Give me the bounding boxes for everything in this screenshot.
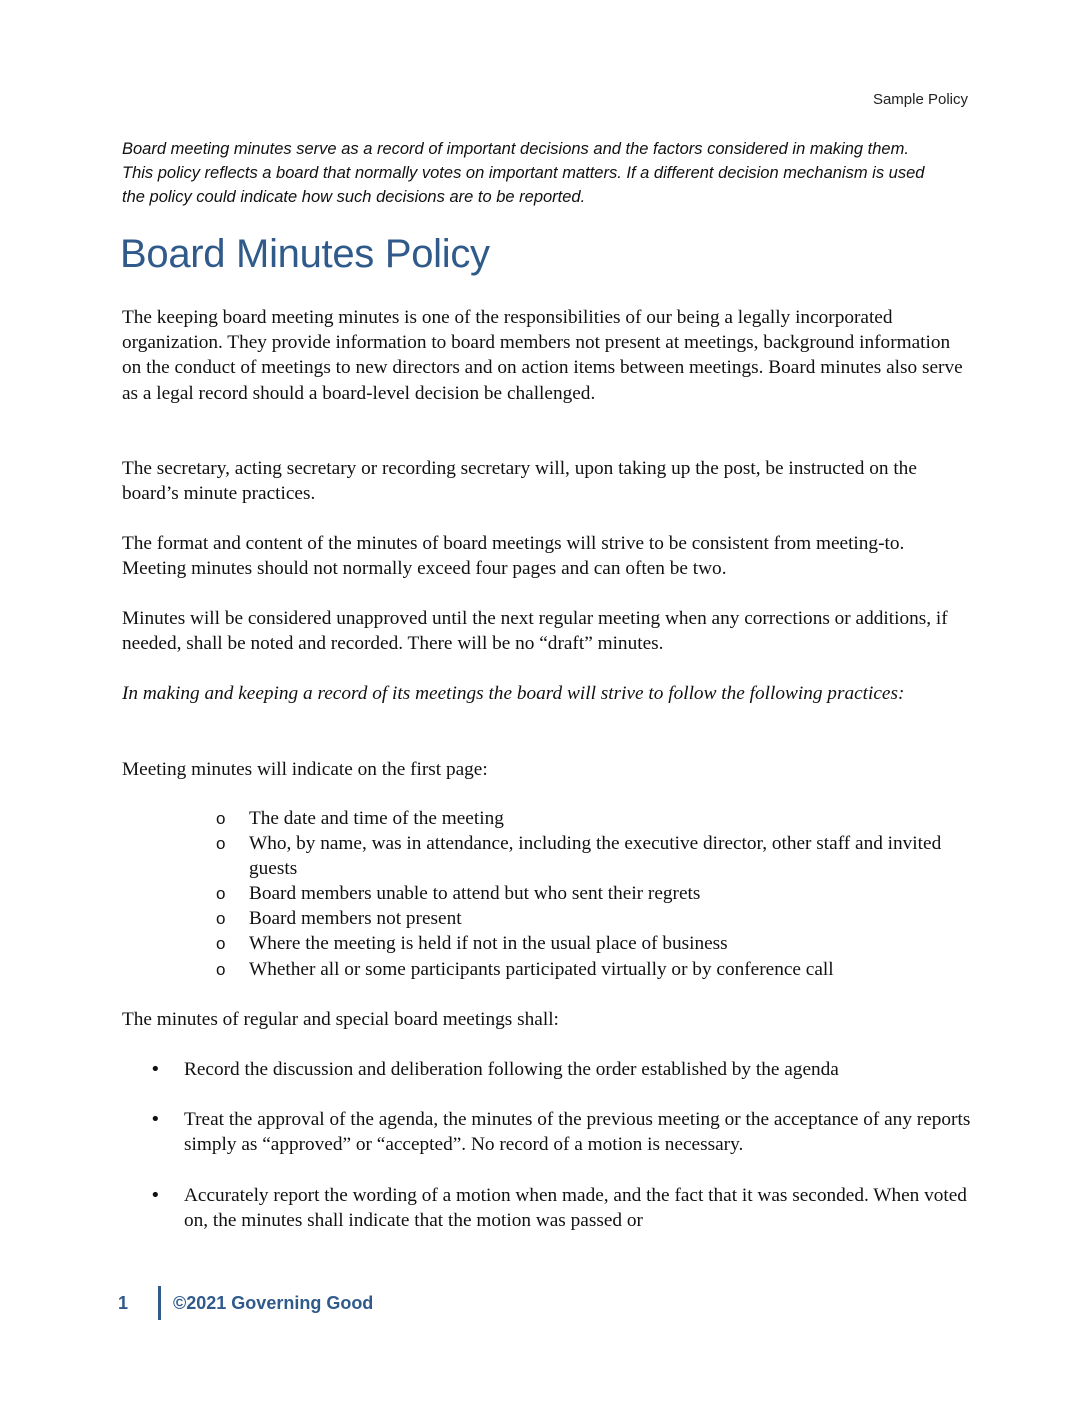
- intro-note: Board meeting minutes serve as a record of important decisions and the factors considered in making them. This policy reflects a board that normally votes on important matters. If a different decision mechanism is used the policy could indicate how such decisions are to be reported.: [122, 140, 925, 206]
- list-item-text: Board members not present: [249, 908, 462, 930]
- page-number: 1: [118, 1292, 129, 1313]
- list-item: [216, 806, 976, 831]
- list-item: [216, 831, 976, 881]
- paragraph-format: The format and content of the minutes of board meetings will strive to be consistent from meeting-to. Meeting minutes should not normally exceed four pages and can often be two.: [122, 533, 905, 580]
- paragraph-practices-intro: In making and keeping a record of its meetings the board will strive to follow the following practices:: [122, 683, 905, 704]
- minutes-requirements-list: [150, 1057, 980, 1258]
- list-item: [150, 1183, 980, 1233]
- list-item-text: The date and time of the meeting: [249, 808, 504, 829]
- list-item-text: Treat the approval of the agenda, the minutes of the previous meeting or the acceptance of any reports simply as “approved” or “accepted”. No record of a motion is necessary.: [184, 1109, 971, 1156]
- list-item: [216, 881, 976, 906]
- bullet-icon: •: [150, 1109, 161, 1131]
- list-item-text: Board members unable to attend but who sent their regrets: [249, 883, 701, 905]
- list-item: [216, 931, 976, 956]
- circle-bullet-icon: o: [216, 884, 226, 904]
- paragraph-first-page-intro: Meeting minutes will indicate on the first page:: [122, 759, 488, 780]
- footer-divider: [158, 1286, 161, 1320]
- circle-bullet-icon: o: [216, 834, 226, 854]
- running-header: Sample Policy: [872, 91, 968, 108]
- circle-bullet-icon: o: [216, 959, 226, 979]
- list-item-text: Whether all or some participants participated virtually or by conference call: [249, 958, 834, 980]
- circle-bullet-icon: o: [216, 909, 226, 929]
- list-item: [216, 957, 976, 982]
- list-item-text: Where the meeting is held if not in the usual place of business: [249, 933, 728, 955]
- paragraph-secretary: The secretary, acting secretary or recording secretary will, upon taking up the post, be instructed on the board’s minute practices.: [122, 458, 917, 505]
- list-item-text: Who, by name, was in attendance, including the executive director, other staff and invited guests: [249, 833, 942, 880]
- circle-bullet-icon: o: [216, 809, 226, 828]
- bullet-icon: •: [150, 1184, 161, 1206]
- circle-bullet-icon: o: [216, 934, 226, 954]
- paragraph-approval: Minutes will be considered unapproved until the next regular meeting when any corrections or additions, if needed, shall be noted and recorded. There will be no “draft” minutes.: [122, 608, 948, 655]
- list-item: [150, 1057, 980, 1082]
- first-page-list: [216, 806, 976, 982]
- paragraph-minutes-intro: The minutes of regular and special board meetings shall:: [122, 1009, 559, 1030]
- bullet-icon: •: [150, 1059, 161, 1080]
- list-item-text: Record the discussion and deliberation following the order established by the agenda: [184, 1059, 839, 1080]
- copyright-text: ©2021 Governing Good: [173, 1292, 374, 1313]
- page-footer: [118, 1286, 373, 1320]
- paragraph-purpose: The keeping board meeting minutes is one of the responsibilities of our being a legally incorporated organization. They provide information to board members not present at meetings, background information on the conduct of meetings to new directors and on action items between meetings. Board minutes also serve as a legal record should a board-level decision be challenged.: [122, 307, 963, 404]
- list-item: [150, 1107, 980, 1157]
- page-title: Board Minutes Policy: [120, 232, 490, 276]
- list-item: [216, 906, 976, 931]
- list-item-text: Accurately report the wording of a motion when made, and the fact that it was seconded. When voted on, the minutes shall indicate that the motion was passed or: [184, 1184, 967, 1231]
